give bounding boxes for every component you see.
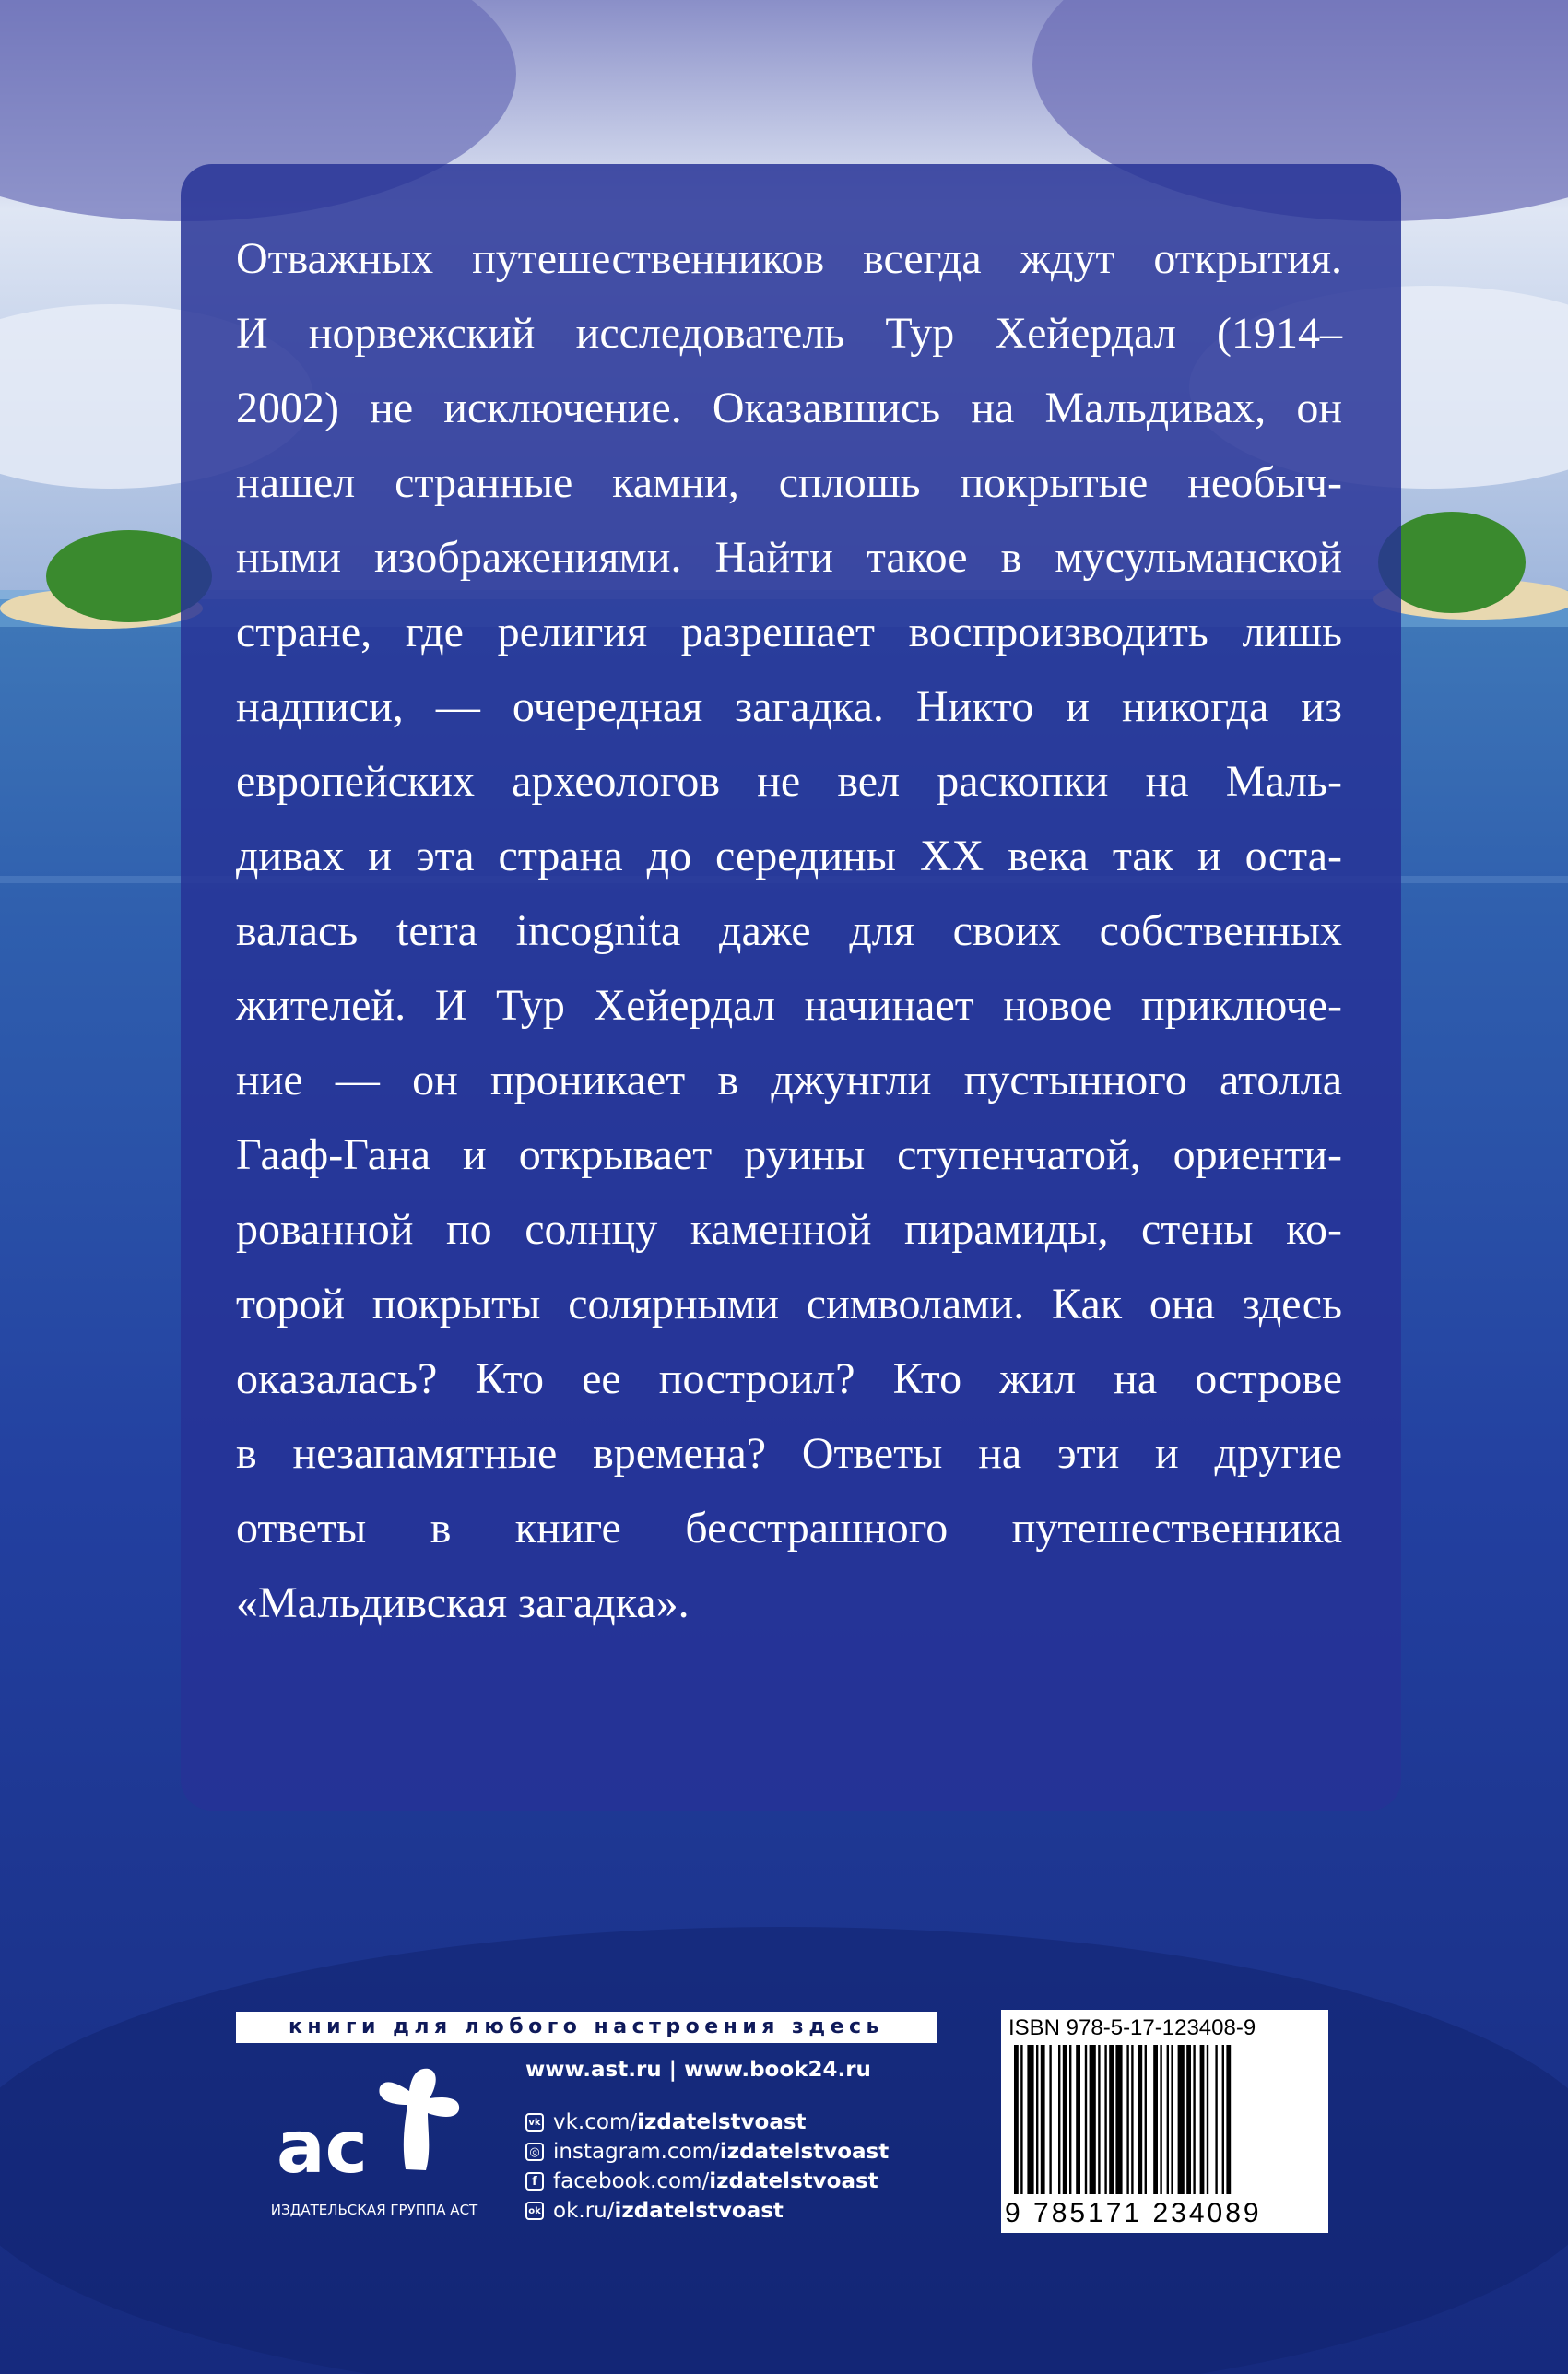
social-prefix: ok.ru/ <box>553 2199 615 2223</box>
instagram-icon: ◎ <box>525 2143 544 2161</box>
blurb-line: рованной по солнцу каменной пирамиды, стены ко- <box>236 1205 1342 1254</box>
blurb-line: Гааф-Гана и открывает руины ступенчатой, ориенти- <box>236 1130 1342 1179</box>
tagline-banner: книги для любого настроения здесь <box>236 2012 937 2043</box>
blurb-line: 2002) не исключение. Оказавшись на Мальдивах, он <box>236 384 1342 432</box>
website-links[interactable]: www.ast.ru | www.book24.ru <box>525 2058 871 2082</box>
vk-icon: vk <box>525 2113 544 2132</box>
blurb-line: нашел странные камни, сплошь покрытые необыч- <box>236 458 1342 507</box>
blurb-line: торой покрыты солярными символами. Как она здесь <box>236 1280 1342 1329</box>
blurb-line: надписи, — очередная загадка. Никто и никогда из <box>236 682 1342 731</box>
social-link-vk[interactable] <box>525 2108 889 2137</box>
blurb-line: жителей. И Тур Хейердал начинает новое приключе- <box>236 981 1342 1030</box>
blurb-line: И норвежский исследователь Тур Хейердал (1914– <box>236 309 1342 358</box>
social-prefix: facebook.com/ <box>553 2169 710 2193</box>
barcode-bars <box>1010 2045 1320 2194</box>
blurb-line: Отважных путешественников всегда ждут открытия. <box>236 234 1342 283</box>
blurb-line: дивах и эта страна до середины XX века так и оста- <box>236 832 1342 880</box>
blurb-line: европейских археологов не вел раскопки на Маль- <box>236 757 1342 806</box>
isbn-text: ISBN 978-5-17-123408-9 <box>1008 2015 1256 2040</box>
social-handle: izdatelstvoast <box>637 2110 807 2134</box>
blurb-line: в незапамятные времена? Ответы на эти и другие <box>236 1429 1342 1478</box>
social-link-instagram[interactable] <box>525 2137 889 2167</box>
social-prefix: instagram.com/ <box>553 2140 720 2164</box>
blurb-text <box>236 221 1342 1640</box>
social-handle: izdatelstvoast <box>709 2169 878 2193</box>
social-prefix: vk.com/ <box>553 2110 638 2134</box>
blurb-line: стране, где религия разрешает воспроизводить лишь <box>236 608 1342 656</box>
blurb-line: оказалась? Кто ее построил? Кто жил на острове <box>236 1354 1342 1403</box>
blurb-line: ответы в книге бесстрашного путешественника <box>236 1504 1342 1553</box>
blurb-line: «Мальдивская загадка». <box>236 1578 690 1627</box>
logo-text: ac <box>277 2107 368 2183</box>
blurb-line: ными изображениями. Найти такое в мусульманской <box>236 533 1342 582</box>
ast-logo <box>267 2063 479 2183</box>
blurb-line: валась terra incognita даже для своих собственных <box>236 906 1342 955</box>
publisher-links <box>525 2058 889 2226</box>
odnoklassniki-icon: ok <box>525 2202 544 2220</box>
facebook-icon: f <box>525 2172 544 2191</box>
social-handle: izdatelstvoast <box>614 2199 784 2223</box>
barcode-digits: 9 785171 234089 <box>1005 2198 1262 2228</box>
publisher-name: ИЗДАТЕЛЬСКАЯ ГРУППА АСТ <box>270 2202 478 2218</box>
social-link-facebook[interactable] <box>525 2167 889 2196</box>
blurb-line: ние — он проникает в джунгли пустынного атолла <box>236 1056 1342 1104</box>
social-link-odnoklassniki[interactable] <box>525 2196 889 2226</box>
social-handle: izdatelstvoast <box>719 2140 890 2164</box>
